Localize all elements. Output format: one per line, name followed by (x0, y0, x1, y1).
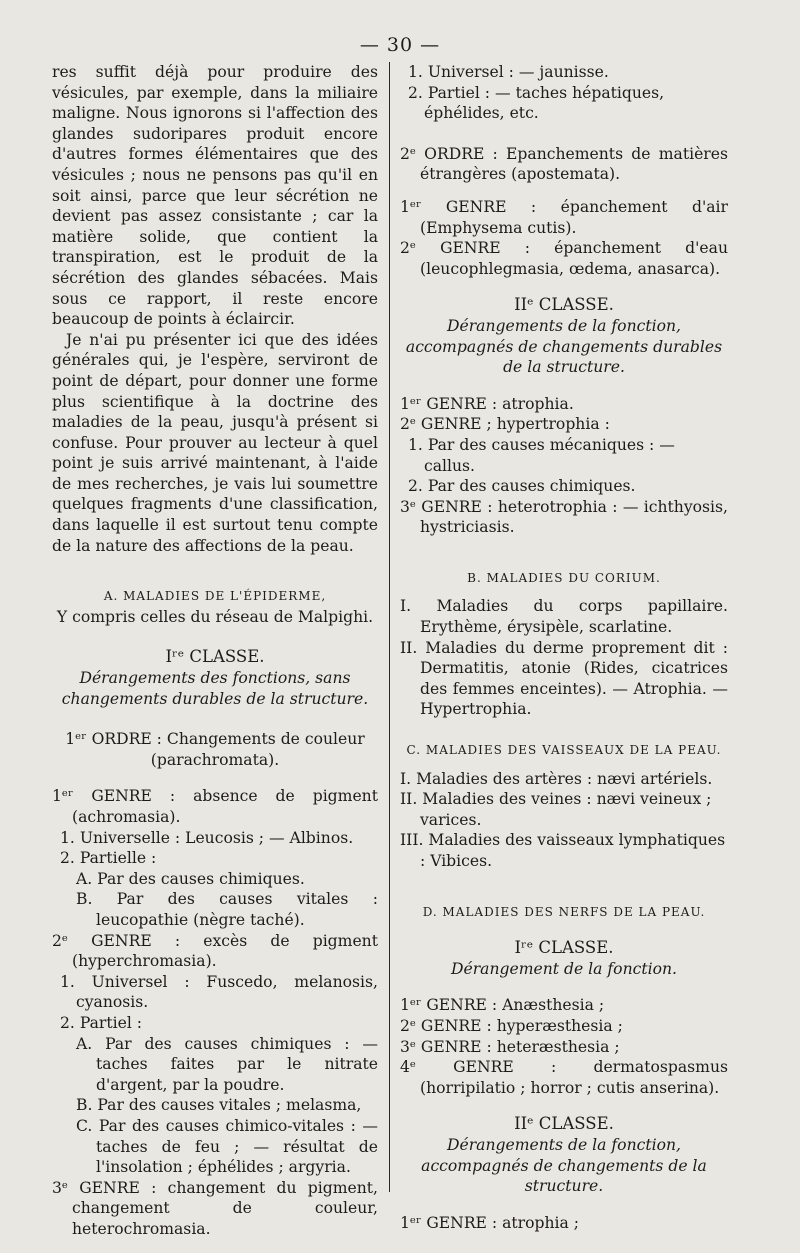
section-d-genre-3: 3ᵉ GENRE : heteræsthesia ; (400, 1037, 620, 1056)
section-d-heading: D. MALADIES DES NERFS DE LA PEAU. (422, 904, 706, 919)
genre-1: 1ᵉʳ GENRE : absence de pigment (achromasia). (52, 787, 378, 826)
section-d-genre-2: 2ᵉ GENRE : hyperæsthesia ; (400, 1016, 623, 1035)
ordre-2: 2ᵉ ORDRE : Epanchements de matières étrangères (apostemata). (400, 144, 728, 184)
genre-3: 3ᵉ GENRE : changement du pigment, changement de couleur, heterochromasia. (52, 1178, 378, 1238)
right-item-1: 1. Universel : — jaunisse. (408, 63, 609, 81)
section-d-class-2-heading: IIᵉ CLASSE. (514, 1114, 614, 1134)
section-d-class-1-heading: Iʳᵉ CLASSE. (514, 938, 614, 958)
class-2-genre-3: 3ᵉ GENRE : heterotrophia : — ichthyosis, hystriciasis. (400, 497, 728, 537)
section-b-item-1: I. Maladies du corps papillaire. Erythème, érysipèle, scarlatine. (400, 597, 728, 637)
section-c-item-1: I. Maladies des artères : nævi artériels. (400, 769, 713, 788)
genre-2-item-1: 1. Universel : Fuscedo, melanosis, cyanosis. (60, 972, 378, 1012)
section-b-item-2: II. Maladies du derme proprement dit : Dermatitis, atonie (Rides, cicatrices des femmes enceintes). — Atrophia. — Hypertrophia. (400, 638, 728, 719)
section-d-genre-1: 1ᵉʳ GENRE : Anæsthesia ; (400, 996, 605, 1015)
class-1-description: Dérangements des fonctions, sans changements durables de la structure. (61, 669, 369, 708)
class-2-genre-2-item-1: 1. Par des causes mécaniques : — callus. (408, 435, 675, 475)
genre-1-item-2a: A. Par des causes chimiques. (76, 869, 305, 888)
right-item-2: 2. Partiel : — taches hépatiques, éphélides, etc. (408, 83, 665, 123)
section-d-class-2-description: Dérangements de la fonction, accompagnés de changements de la structure. (421, 1135, 707, 1196)
class-2-description: Dérangements de la fonction, accompagnés de changements durables de la structure. (405, 316, 723, 377)
genre-1-item-1: 1. Universelle : Leucosis ; — Albinos. (60, 828, 354, 847)
section-a-heading: A. MALADIES DE L'ÉPIDERME, (103, 589, 327, 604)
genre-1-item-2b: B. Par des causes vitales : leucopathie (nègre taché). (76, 890, 378, 929)
class-2-heading: IIᵉ CLASSE. (514, 295, 614, 315)
class-2-genre-1: 1ᵉʳ GENRE : atrophia. (400, 394, 574, 413)
paragraph-2: Je n'ai pu présenter ici que des idées générales qui, je l'espère, serviront de point de départ, pour donner une forme plus scientifique à la doctrine des maladies de la peau, jusqu'à présent si confuse. Pour prouver au lecteur à quel point je suis arrivé maintenant, à l'aide de mes recherches, je vais lui soumettre quelques fragments d'une classification, dans laquelle il est surtout tenu compte de la nature des affections de la peau. (52, 330, 378, 555)
section-d-genre-4: 4ᵉ GENRE : dermatospasmus (horripilatio ; horror ; cutis anserina). (400, 1058, 728, 1097)
class-2-genre-2: 2ᵉ GENRE ; hypertrophia : (400, 415, 610, 434)
genre-2-item-2c: C. Par des causes chimico-vitales : — taches de feu ; — résultat de l'insolation ; éphélides ; argyria. (76, 1116, 378, 1177)
section-b-heading: B. MALADIES DU CORIUM. (467, 570, 661, 585)
ordre-2-genre-2: 2ᵉ GENRE : épanchement d'eau (leucophlegmasia, œdema, anasarca). (400, 239, 728, 278)
ordre-2-genre-1: 1ᵉʳ GENRE : épanchement d'air (Emphysema cutis). (400, 197, 728, 237)
section-c-item-3: III. Maladies des vaisseaux lymphatiques : Vibices. (400, 831, 726, 870)
genre-2: 2ᵉ GENRE : excès de pigment (hyperchromasia). (52, 931, 378, 971)
right-column (400, 62, 728, 1233)
page-number: — 30 — (359, 34, 441, 56)
ordre-1: 1ᵉʳ ORDRE : Changements de couleur (parachromata). (65, 730, 365, 769)
genre-2-item-2b: B. Par des causes vitales ; melasma, (76, 1096, 362, 1115)
section-c-item-2: II. Maladies des veines : nævi veineux ; varices. (400, 790, 712, 829)
genre-2-item-2: 2. Partiel : (60, 1013, 143, 1032)
genre-2-item-2a: A. Par des causes chimiques : — taches faites par le nitrate d'argent, par la poudre. (76, 1034, 378, 1094)
section-a-subtitle: Y compris celles du réseau de Malpighi. (56, 607, 374, 626)
genre-1-item-2: 2. Partielle : (60, 849, 157, 868)
intro-paragraph: res suffit déjà pour produire des vésicules, par exemple, dans la miliaire maligne. Nous ignorons si l'affection des glandes sudoripares produit encore d'autres formes élémentaires que des vésicules ; nous ne pensons pas qu'il en soit ainsi, parce que leur sécrétion ne devient pas assez consistante ; car la matière solide, que contient la transpiration, est le produit de la sécrétion des glandes sébacées. Mais sous ce rapport, il reste encore beaucoup de points à éclaircir. (52, 63, 378, 329)
class-1-heading: Iʳᵉ CLASSE. (165, 647, 265, 667)
section-c-heading: C. MALADIES DES VAISSEAUX DE LA PEAU. (406, 743, 722, 758)
left-column (52, 62, 378, 1239)
column-divider (389, 62, 390, 1192)
section-d-class-1-description: Dérangement de la fonction. (450, 959, 677, 978)
class-2-genre-2-item-2: 2. Par des causes chimiques. (408, 477, 636, 496)
section-d-class-2-genre-1: 1ᵉʳ GENRE : atrophia ; (400, 1213, 580, 1232)
